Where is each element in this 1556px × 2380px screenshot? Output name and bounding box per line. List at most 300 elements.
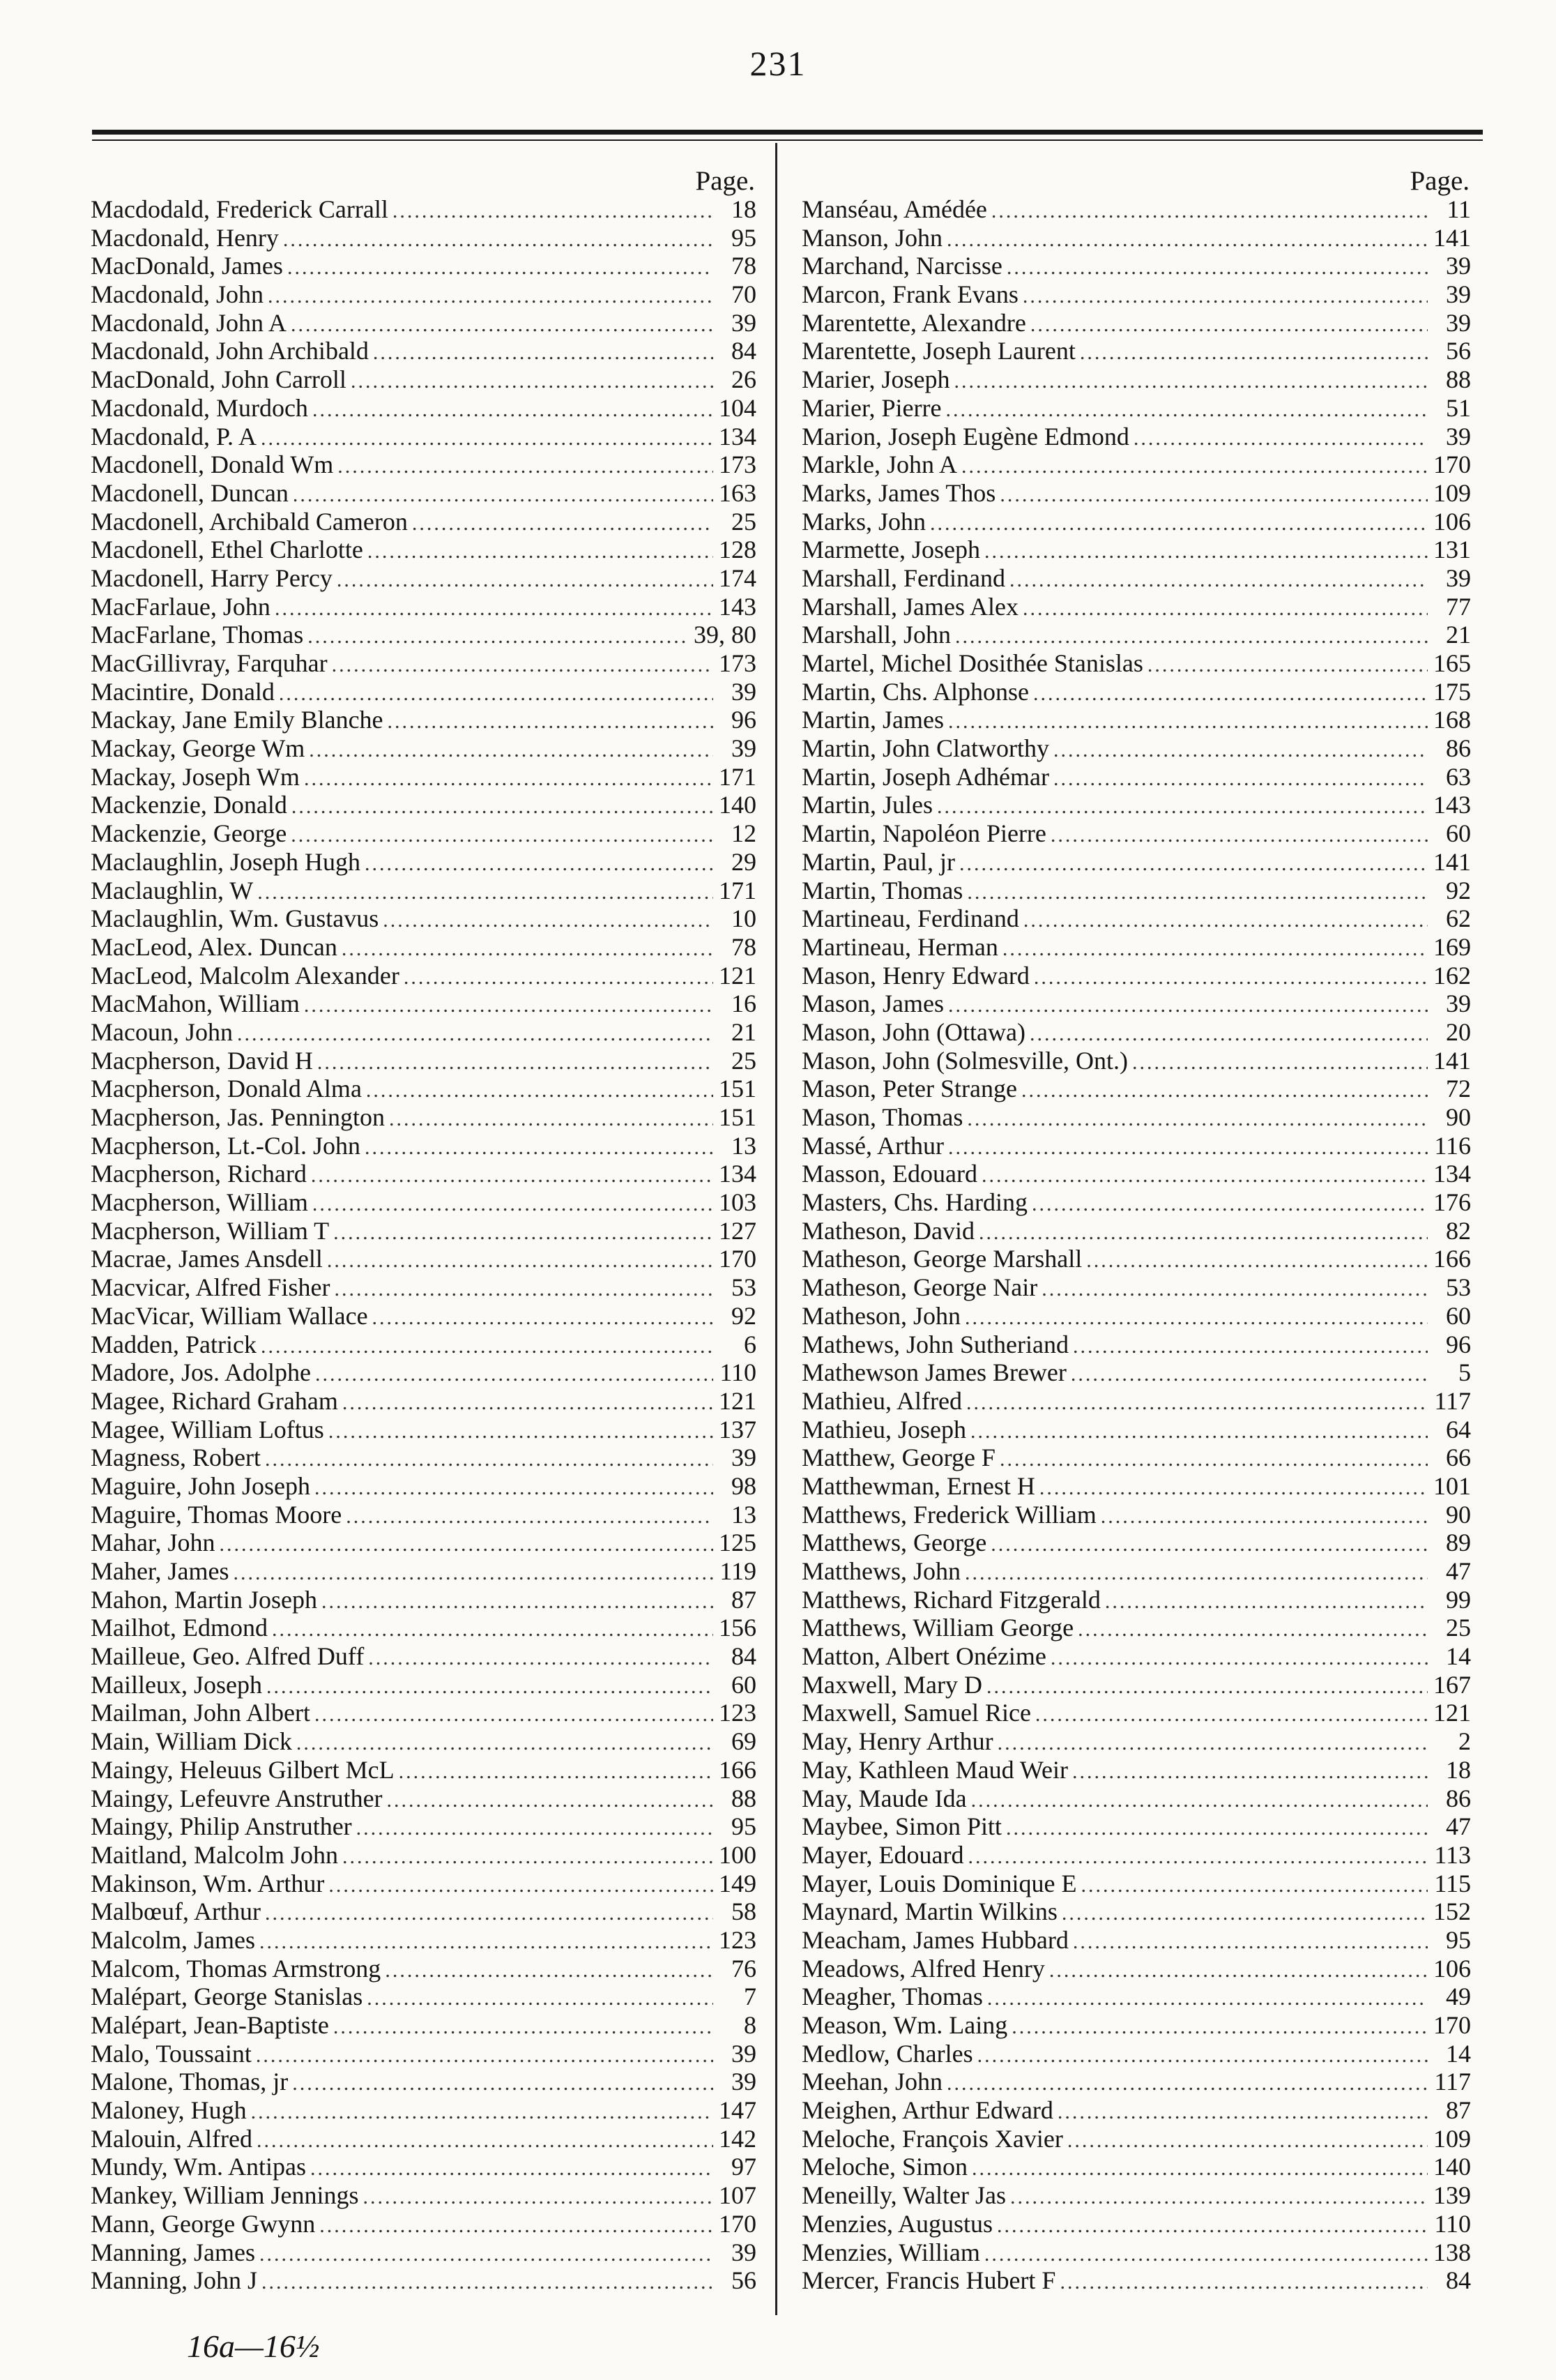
dot-leader <box>1021 1077 1428 1103</box>
index-entry <box>802 763 1471 791</box>
dot-leader <box>314 1474 713 1501</box>
entry-page: 176 <box>1433 1188 1471 1217</box>
index-entry <box>91 1586 756 1614</box>
entry-name: Meadows, Alfred Henry <box>802 1954 1045 1983</box>
dot-leader <box>967 879 1428 905</box>
index-entry <box>91 564 756 593</box>
index-entry <box>802 536 1471 564</box>
dot-leader <box>383 907 713 933</box>
entry-page: 84 <box>731 337 756 365</box>
entry-page: 169 <box>1433 932 1471 961</box>
dot-leader <box>972 2155 1428 2181</box>
entry-page: 11 <box>1447 195 1471 223</box>
index-entry <box>91 536 756 564</box>
entry-page: 13 <box>731 1500 756 1529</box>
dot-leader <box>257 2127 713 2153</box>
dot-leader <box>404 964 713 990</box>
entry-name: Marentette, Alexandre <box>802 308 1026 337</box>
entry-page: 21 <box>731 1017 756 1046</box>
index-entry <box>91 2238 756 2267</box>
dot-leader <box>342 1843 713 1870</box>
dot-leader <box>966 1389 1428 1416</box>
entry-name: Malcom, Thomas Armstrong <box>91 1954 381 1983</box>
entry-name: Mackay, Jane Emily Blanche <box>91 706 383 734</box>
index-entry <box>802 1160 1471 1188</box>
entry-page: 84 <box>1446 2266 1471 2295</box>
entry-name: Malouin, Alfred <box>91 2124 252 2153</box>
entry-name: Martin, James <box>802 706 944 734</box>
entry-page: 106 <box>1433 1954 1471 1983</box>
dot-leader <box>237 1020 713 1047</box>
index-entry <box>802 1955 1471 1983</box>
dot-leader <box>292 2070 713 2096</box>
entry-name: Mankey, William Jennings <box>91 2181 359 2210</box>
entry-page: 173 <box>719 450 756 479</box>
entry-name: Marshall, John <box>802 621 951 649</box>
index-entry <box>802 933 1471 962</box>
dot-leader <box>961 453 1428 479</box>
index-entry <box>802 2068 1471 2096</box>
entry-name: Malone, Thomas, jr <box>91 2068 289 2096</box>
dot-leader <box>971 1787 1428 1813</box>
index-entry <box>802 2153 1471 2181</box>
entry-page: 168 <box>1433 706 1471 734</box>
entry-name: Mackay, George Wm <box>91 734 305 763</box>
entry-name: MacVicar, William Wallace <box>91 1301 368 1330</box>
entry-name: Mason, James <box>802 990 944 1018</box>
entry-name: Martineau, Ferdinand <box>802 904 1019 933</box>
entry-name: Meneilly, Walter Jas <box>802 2181 1007 2210</box>
entry-name: Marchand, Narcisse <box>802 252 1002 280</box>
entry-page: 60 <box>731 1670 756 1699</box>
index-entry <box>91 1443 756 1472</box>
index-entry <box>91 819 756 848</box>
dot-leader <box>319 2212 713 2238</box>
entry-page: 117 <box>1434 2068 1471 2096</box>
entry-name: Matthewman, Ernest H <box>802 1471 1035 1500</box>
dot-leader <box>312 396 713 423</box>
entry-name: Malo, Toussaint <box>91 2039 252 2068</box>
entry-name: Macdonell, Archibald Cameron <box>91 507 408 536</box>
index-entry <box>91 1245 756 1273</box>
dot-leader <box>259 2241 713 2267</box>
entry-page: 39 <box>1446 252 1471 280</box>
dot-leader <box>984 538 1428 564</box>
dot-leader <box>947 2070 1428 2096</box>
dot-leader <box>970 1418 1428 1444</box>
entry-name: Marcon, Frank Evans <box>802 280 1019 309</box>
entry-page: 143 <box>719 592 756 621</box>
dot-leader <box>279 680 713 706</box>
dot-leader <box>982 1162 1428 1188</box>
entry-name: Mackenzie, Donald <box>91 791 287 819</box>
entry-page: 110 <box>719 1358 756 1387</box>
index-entry <box>802 1188 1471 1217</box>
dot-leader <box>947 226 1428 252</box>
index-entry <box>802 309 1471 338</box>
dot-leader <box>327 1247 713 1273</box>
dot-leader <box>1053 736 1428 763</box>
entry-page: 90 <box>1446 1500 1471 1529</box>
entry-name: Mayer, Edouard <box>802 1840 964 1869</box>
entry-page: 39 <box>731 734 756 763</box>
dot-leader <box>367 1985 713 2011</box>
entry-name: Macpherson, Richard <box>91 1160 307 1188</box>
index-entry <box>802 1472 1471 1501</box>
entry-name: Martineau, Herman <box>802 932 998 961</box>
entry-name: Maybee, Simon Pitt <box>802 1812 1002 1841</box>
entry-page: 149 <box>719 1869 756 1897</box>
index-entry <box>802 2125 1471 2153</box>
index-entry <box>802 706 1471 734</box>
entry-page: 147 <box>719 2096 756 2125</box>
entry-name: May, Maude Ida <box>802 1784 967 1812</box>
dot-leader <box>337 453 713 479</box>
dot-leader <box>945 396 1428 423</box>
index-entry <box>91 423 756 451</box>
dot-leader <box>321 1588 713 1614</box>
entry-name: Matheson, David <box>802 1216 975 1245</box>
index-entry <box>91 1642 756 1671</box>
entry-name: Matheson, George Marshall <box>802 1245 1083 1273</box>
entry-name: Martin, Thomas <box>802 876 963 904</box>
dot-leader <box>333 1219 713 1245</box>
entry-page: 95 <box>731 223 756 252</box>
entry-name: Maxwell, Samuel Rice <box>802 1699 1031 1727</box>
dot-leader <box>412 510 713 536</box>
index-entry <box>802 2040 1471 2068</box>
dot-leader <box>1000 1446 1428 1472</box>
entry-page: 60 <box>1446 819 1471 848</box>
dot-leader <box>296 1729 713 1756</box>
entry-name: Mackay, Joseph Wm <box>91 762 300 791</box>
dot-leader <box>1134 425 1428 451</box>
entry-name: Mercer, Francis Hubert F <box>802 2266 1056 2295</box>
entry-name: Marks, James Thos <box>802 478 996 507</box>
index-entry <box>802 1699 1471 1727</box>
entry-page: 95 <box>1446 1925 1471 1954</box>
entry-name: Macrae, James Ansdell <box>91 1245 323 1273</box>
index-entry <box>802 394 1471 423</box>
index-entry <box>802 1727 1471 1756</box>
index-entry <box>91 479 756 508</box>
entry-page: 58 <box>731 1897 756 1926</box>
entry-name: Manning, James <box>91 2238 255 2266</box>
dot-leader <box>979 1219 1428 1245</box>
entry-name: Mason, Henry Edward <box>802 961 1030 990</box>
entry-page: 25 <box>731 507 756 536</box>
entry-page: 87 <box>731 1585 756 1614</box>
entry-name: Macdonell, Ethel Charlotte <box>91 536 363 564</box>
entry-page: 171 <box>719 762 756 791</box>
dot-leader <box>272 1616 713 1642</box>
entry-name: Macdodald, Frederick Carrall <box>91 195 388 223</box>
index-entry <box>802 252 1471 280</box>
dot-leader <box>1023 282 1428 309</box>
header-rule-thin <box>92 139 1483 141</box>
index-entry <box>91 1217 756 1245</box>
dot-leader <box>389 1105 713 1132</box>
entry-page: 76 <box>731 1954 756 1983</box>
index-entry <box>802 2181 1471 2210</box>
entry-name: Matton, Albert Onézime <box>802 1642 1046 1671</box>
entry-page: 51 <box>1446 393 1471 422</box>
dot-leader <box>1007 254 1428 280</box>
entry-page: 163 <box>719 478 756 507</box>
entry-name: Mackenzie, George <box>91 819 287 848</box>
dot-leader <box>368 1644 713 1671</box>
index-entry <box>91 1075 756 1103</box>
index-entry <box>802 1614 1471 1642</box>
index-entry <box>91 1387 756 1416</box>
entry-name: Matthews, Richard Fitzgerald <box>802 1585 1101 1614</box>
entry-page: 77 <box>1446 592 1471 621</box>
index-entry <box>91 2210 756 2238</box>
entry-name: Meloche, Simon <box>802 2153 968 2181</box>
dot-leader <box>1147 651 1428 678</box>
right-column <box>802 167 1471 2295</box>
right-index-list <box>802 195 1471 2295</box>
index-entry <box>91 678 756 706</box>
index-entry <box>91 2153 756 2181</box>
index-entry <box>802 1358 1471 1387</box>
index-entry <box>91 593 756 621</box>
index-entry <box>802 649 1471 678</box>
dot-leader <box>1053 765 1428 791</box>
entry-name: Martin, Jules <box>802 791 933 819</box>
entry-name: Maclaughlin, W <box>91 876 254 904</box>
dot-leader <box>986 1673 1428 1699</box>
index-entry <box>91 1870 756 1898</box>
entry-name: Maxwell, Mary D <box>802 1670 982 1699</box>
dot-leader <box>259 1928 713 1955</box>
entry-page: 39 <box>731 677 756 706</box>
index-entry <box>91 933 756 962</box>
entry-name: Mathewson James Brewer <box>802 1358 1067 1387</box>
entry-page: 125 <box>719 1529 756 1557</box>
entry-name: Marks, John <box>802 507 926 536</box>
dot-leader <box>1081 1872 1428 1898</box>
dot-leader <box>385 1957 713 1983</box>
entry-page: 78 <box>731 932 756 961</box>
entry-name: Macpherson, Lt.-Col. John <box>91 1131 360 1160</box>
index-entry <box>802 1841 1471 1870</box>
entry-page: 84 <box>731 1642 756 1671</box>
entry-page: 109 <box>1433 2124 1471 2153</box>
index-entry <box>91 2096 756 2125</box>
dot-leader <box>387 1787 713 1813</box>
page-number: 231 <box>749 44 807 83</box>
entry-page: 95 <box>731 1812 756 1841</box>
index-entry <box>91 224 756 252</box>
index-entry <box>91 990 756 1018</box>
entry-page: 162 <box>1433 961 1471 990</box>
entry-name: Mailleue, Geo. Alfred Duff <box>91 1642 365 1671</box>
dot-leader <box>314 1701 713 1727</box>
entry-name: Mailman, John Albert <box>91 1699 310 1727</box>
index-entry <box>802 621 1471 649</box>
entry-name: Magee, Richard Graham <box>91 1386 338 1415</box>
entry-page: 137 <box>719 1415 756 1443</box>
index-entry <box>802 1416 1471 1444</box>
index-entry <box>91 1727 756 1756</box>
dot-leader <box>310 2155 713 2181</box>
entry-page: 121 <box>719 1386 756 1415</box>
dot-leader <box>287 254 713 280</box>
dot-leader <box>987 1985 1428 2011</box>
entry-page: 127 <box>719 1216 756 1245</box>
dot-leader <box>346 1503 713 1529</box>
entry-page: 62 <box>1446 904 1471 933</box>
entry-name: Maloney, Hugh <box>91 2096 247 2125</box>
entry-page: 64 <box>1446 1415 1471 1443</box>
entry-page: 39 <box>1446 280 1471 309</box>
entry-page: 18 <box>1446 1755 1471 1784</box>
entry-name: Meloche, François Xavier <box>802 2124 1063 2153</box>
dot-leader <box>392 197 713 224</box>
entry-page: 117 <box>1434 1386 1471 1415</box>
entry-name: Mason, Peter Strange <box>802 1075 1017 1103</box>
index-entry <box>802 1273 1471 1302</box>
entry-page: 82 <box>1446 1216 1471 1245</box>
entry-name: Meehan, John <box>802 2068 943 2096</box>
entry-name: Macpherson, Jas. Pennington <box>91 1103 385 1131</box>
entry-name: Manson, John <box>802 223 943 252</box>
entry-name: Macdonell, Harry Percy <box>91 563 333 592</box>
entry-name: Maguire, John Joseph <box>91 1471 310 1500</box>
index-entry <box>91 2011 756 2040</box>
index-entry <box>91 1897 756 1926</box>
entry-page: 170 <box>719 2209 756 2238</box>
index-entry <box>802 1075 1471 1103</box>
dot-leader <box>268 282 713 309</box>
index-entry <box>91 1331 756 1359</box>
index-entry <box>802 1302 1471 1331</box>
entry-name: Maclaughlin, Joseph Hugh <box>91 847 360 876</box>
entry-page: 56 <box>731 2266 756 2295</box>
dot-leader <box>261 2268 713 2295</box>
dot-leader <box>967 1105 1428 1132</box>
entry-name: MacLeod, Alex. Duncan <box>91 932 337 961</box>
entry-page: 131 <box>1433 536 1471 564</box>
entry-name: Martin, John Clatworthy <box>802 734 1049 763</box>
index-entry <box>91 508 756 536</box>
dot-leader <box>366 1077 713 1103</box>
entry-page: 86 <box>1446 734 1471 763</box>
dot-leader <box>1039 1474 1428 1501</box>
entry-name: Main, William Dick <box>91 1727 292 1756</box>
index-entry <box>91 337 756 365</box>
index-entry <box>91 1472 756 1501</box>
dot-leader <box>968 1843 1428 1870</box>
dot-leader <box>1051 821 1428 848</box>
index-entry <box>802 1870 1471 1898</box>
entry-name: Mahon, Martin Joseph <box>91 1585 317 1614</box>
entry-page: 39 <box>1446 308 1471 337</box>
index-entry <box>91 1416 756 1444</box>
entry-page: 103 <box>719 1188 756 1217</box>
dot-leader <box>291 311 713 338</box>
dot-leader <box>1062 1900 1428 1926</box>
entry-page: 47 <box>1446 1557 1471 1585</box>
entry-page: 20 <box>1446 1017 1471 1046</box>
entry-page: 8 <box>744 2011 756 2039</box>
index-entry <box>802 734 1471 763</box>
entry-name: Mason, John (Ottawa) <box>802 1017 1025 1046</box>
index-entry <box>91 1671 756 1699</box>
index-entry <box>802 2210 1471 2238</box>
index-entry <box>802 904 1471 933</box>
entry-page: 134 <box>719 422 756 450</box>
entry-name: Mason, John (Solmesville, Ont.) <box>802 1046 1128 1075</box>
entry-name: Masters, Chs. Harding <box>802 1188 1028 1217</box>
index-entry <box>802 423 1471 451</box>
dot-leader <box>1042 1275 1428 1302</box>
index-entry <box>802 508 1471 536</box>
dot-leader <box>257 879 713 905</box>
index-entry <box>802 1018 1471 1047</box>
entry-page: 165 <box>1433 649 1471 677</box>
index-entry <box>91 734 756 763</box>
entry-page: 110 <box>1434 2209 1471 2238</box>
index-entry <box>91 1557 756 1586</box>
index-entry <box>91 848 756 877</box>
entry-name: Macdonald, Henry <box>91 223 279 252</box>
index-entry <box>91 252 756 280</box>
dot-leader <box>1072 1758 1428 1784</box>
entry-name: Macpherson, David H <box>91 1046 313 1075</box>
entry-page: 66 <box>1446 1443 1471 1472</box>
entry-page: 121 <box>1433 1699 1471 1727</box>
index-entry <box>91 1841 756 1870</box>
index-entry <box>91 1614 756 1642</box>
entry-name: Maingy, Lefeuvre Anstruther <box>91 1784 383 1812</box>
dot-leader <box>930 510 1428 536</box>
entry-page: 99 <box>1446 1585 1471 1614</box>
entry-page: 7 <box>744 1983 756 2011</box>
entry-page: 39 <box>1446 422 1471 450</box>
index-entry <box>91 877 756 905</box>
entry-page: 121 <box>719 961 756 990</box>
entry-name: Markle, John A <box>802 450 957 479</box>
entry-name: Martin, Joseph Adhémar <box>802 762 1049 791</box>
dot-leader <box>948 708 1428 734</box>
entry-name: Matthews, John <box>802 1557 961 1585</box>
index-entry <box>802 1103 1471 1132</box>
entry-page: 156 <box>719 1614 756 1642</box>
dot-leader <box>266 1673 713 1699</box>
entry-page: 115 <box>1434 1869 1471 1897</box>
dot-leader <box>1058 2098 1428 2125</box>
index-entry <box>802 280 1471 309</box>
entry-page: 104 <box>719 393 756 422</box>
entry-name: Marshall, Ferdinand <box>802 563 1005 592</box>
dot-leader <box>309 736 713 763</box>
entry-name: May, Henry Arthur <box>802 1727 993 1756</box>
entry-page: 78 <box>731 252 756 280</box>
entry-name: Medlow, Charles <box>802 2039 973 2068</box>
entry-name: Macpherson, William <box>91 1188 308 1217</box>
index-entry <box>91 450 756 479</box>
entry-page: 10 <box>731 904 756 933</box>
index-entry <box>91 2266 756 2295</box>
index-entry <box>802 365 1471 394</box>
entry-name: Matthews, William George <box>802 1614 1074 1642</box>
dot-leader <box>955 623 1428 649</box>
index-entry <box>91 1358 756 1387</box>
dot-leader <box>220 1531 713 1557</box>
entry-page: 175 <box>1433 677 1471 706</box>
